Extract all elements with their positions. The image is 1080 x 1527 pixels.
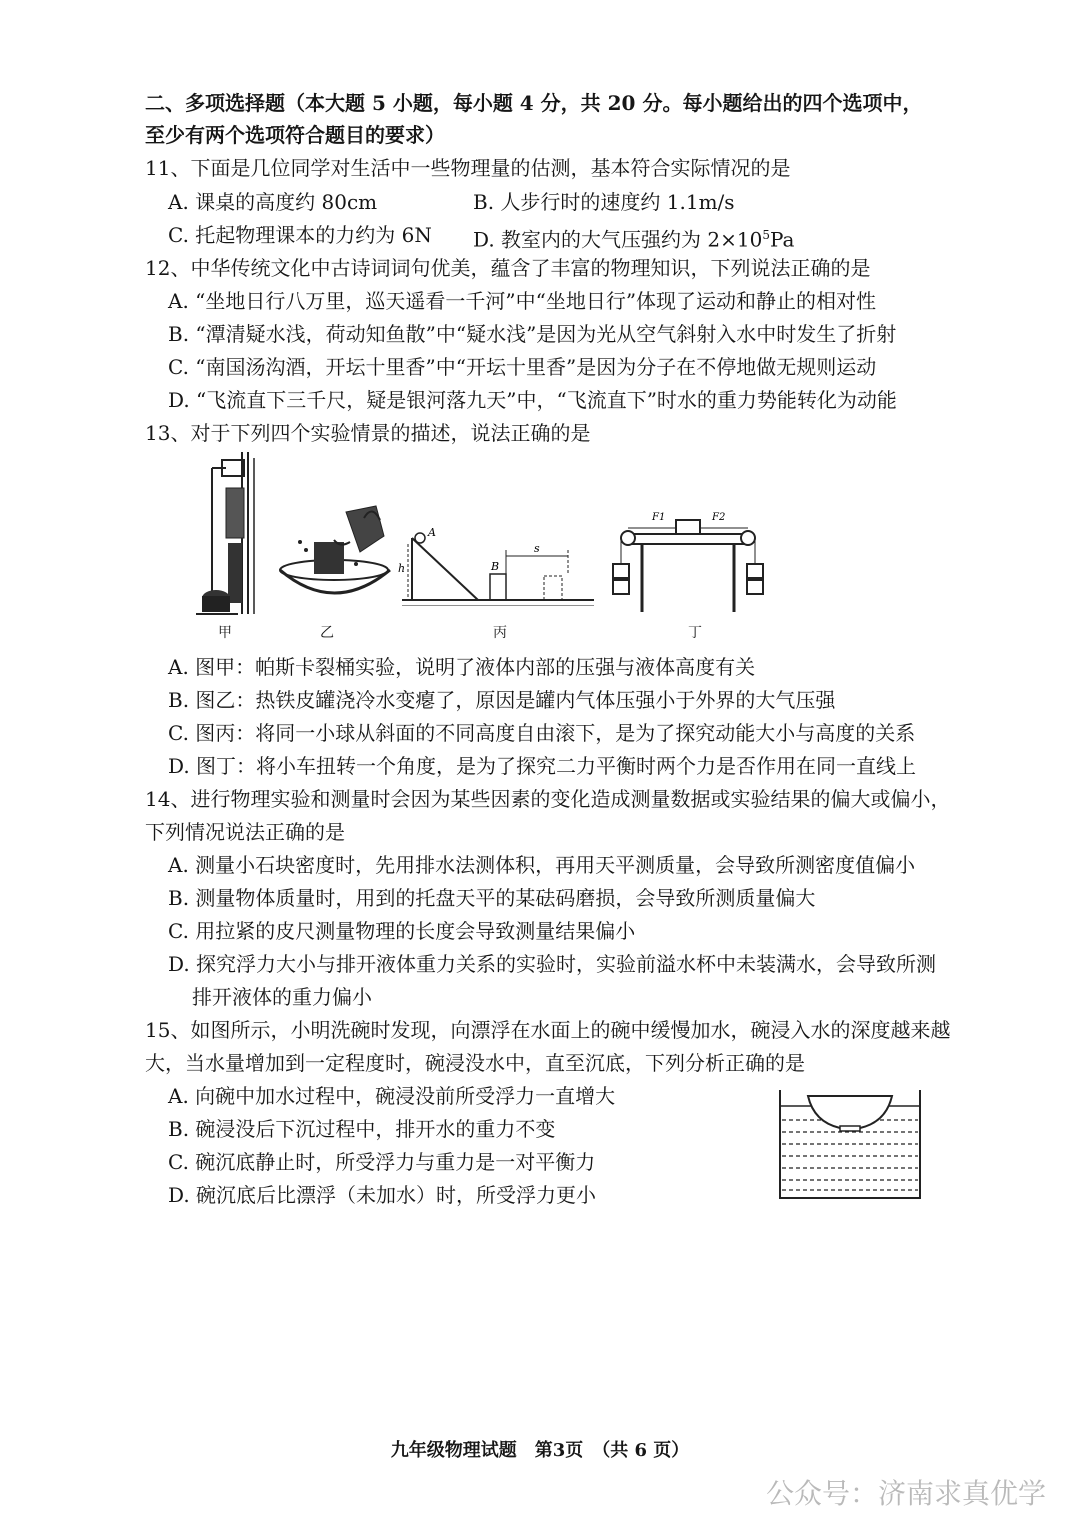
q11-stem: 11、下面是几位同学对生活中一些物理量的估测，基本符合实际情况的是	[145, 156, 791, 180]
q11-option-d	[473, 220, 794, 255]
q11-option-a: A. 课桌的高度约 80cm	[168, 190, 378, 214]
figure-label-ding: 丁	[688, 625, 702, 641]
figure-label-jia: 甲	[218, 625, 232, 641]
figure-q15-bowl-in-water	[778, 1088, 922, 1200]
q15-option-c: C. 碗沉底静止时，所受浮力与重力是一对平衡力	[168, 1150, 596, 1174]
q14-option-c: C. 用拉紧的皮尺测量物理的长度会导致测量结果偏小	[168, 919, 636, 943]
q11-option-d-prefix: D. 教室内的大气压强约为 2×10	[473, 227, 763, 252]
q15-stem-line1: 15、如图所示，小明洗碗时发现，向漂浮在水面上的碗中缓慢加水，碗浸入水的深度越来越	[145, 1018, 951, 1042]
q11-option-c: C. 托起物理课本的力约为 6N	[168, 223, 432, 247]
figure-label-bing: 丙	[493, 625, 507, 641]
q12-stem: 12、中华传统文化中古诗词词句优美，蕴含了丰富的物理知识，下列说法正确的是	[145, 256, 871, 280]
mark-s-label: s	[534, 542, 540, 555]
mark-f1-label: F1	[652, 512, 666, 523]
q11-option-d-unit: Pa	[769, 227, 795, 252]
q12-option-d: D. “飞流直下三千尺，疑是银河落九天”中，“飞流直下”时水的重力势能转化为动能	[168, 388, 897, 412]
figure-label-yi: 乙	[320, 625, 334, 641]
mark-f2-label: F2	[712, 512, 726, 523]
watermark: 公众号：济南求真优学	[765, 1477, 1046, 1510]
q15-stem-line2: 大，当水量增加到一定程度时，碗浸没水中，直至沉底，下列分析正确的是	[145, 1051, 805, 1075]
q12-option-b: B. “潭清疑水浅，荷动知鱼散”中“疑水浅”是因为光从空气斜射入水中时发生了折射	[168, 322, 897, 346]
q14-stem-line2: 下列情况说法正确的是	[145, 820, 345, 844]
q11-option-b: B. 人步行时的速度约 1.1m/s	[473, 190, 735, 214]
section-title-line2: 至少有两个选项符合题目的要求）	[145, 123, 445, 147]
figure-bing-incline-ball	[398, 520, 598, 606]
q15-option-b: B. 碗浸没后下沉过程中，排开水的重力不变	[168, 1117, 556, 1141]
q13-option-a: A. 图甲：帕斯卡裂桶实验，说明了液体内部的压强与液体高度有关	[168, 655, 756, 679]
figure-ding-force-balance	[608, 508, 768, 616]
q11-option-d-exponent: 5	[762, 228, 770, 242]
q14-option-a: A. 测量小石块密度时，先用排水法测体积，再用天平测质量，会导致所测密度值偏小	[168, 853, 916, 877]
q14-option-d-line1: D. 探究浮力大小与排开液体重力关系的实验时，实验前溢水杯中未装满水，会导致所测	[168, 952, 937, 976]
q13-stem: 13、对于下列四个实验情景的描述，说法正确的是	[145, 421, 591, 445]
q15-option-a: A. 向碗中加水过程中，碗浸没前所受浮力一直增大	[168, 1084, 616, 1108]
q12-option-a: A. “坐地日行八万里，巡天遥看一千河”中“坐地日行”体现了运动和静止的相对性	[168, 289, 877, 313]
mark-a-label: A	[428, 526, 436, 539]
mark-b-label: B	[491, 560, 500, 573]
mark-h-label: h	[398, 562, 406, 575]
q14-option-d-line2: 排开液体的重力偏小	[192, 985, 372, 1009]
figure-yi-can-cold-water	[276, 498, 394, 616]
q13-option-c: C. 图丙：将同一小球从斜面的不同高度自由滚下，是为了探究动能大小与高度的关系	[168, 721, 916, 745]
q13-option-b: B. 图乙：热铁皮罐浇冷水变瘪了，原因是罐内气体压强小于外界的大气压强	[168, 688, 836, 712]
page-footer: 九年级物理试题 第3页 （共 6 页）	[390, 1440, 690, 1461]
figure-jia-pascal-barrel	[190, 448, 270, 618]
q14-stem-line1: 14、进行物理实验和测量时会因为某些因素的变化造成测量数据或实验结果的偏大或偏小，	[145, 787, 951, 811]
q15-option-d: D. 碗沉底后比漂浮（未加水）时，所受浮力更小	[168, 1183, 597, 1207]
q12-option-c: C. “南国汤沟酒，开坛十里香”中“开坛十里香”是因为分子在不停地做无规则运动	[168, 355, 877, 379]
q14-option-b: B. 测量物体质量时，用到的托盘天平的某砝码磨损，会导致所测质量偏大	[168, 886, 816, 910]
q13-option-d: D. 图丁：将小车扭转一个角度，是为了探究二力平衡时两个力是否作用在同一直线上	[168, 754, 917, 778]
section-title-line1: 二、多项选择题（本大题 5 小题，每小题 4 分，共 20 分。每小题给出的四个选项中，	[145, 91, 923, 115]
